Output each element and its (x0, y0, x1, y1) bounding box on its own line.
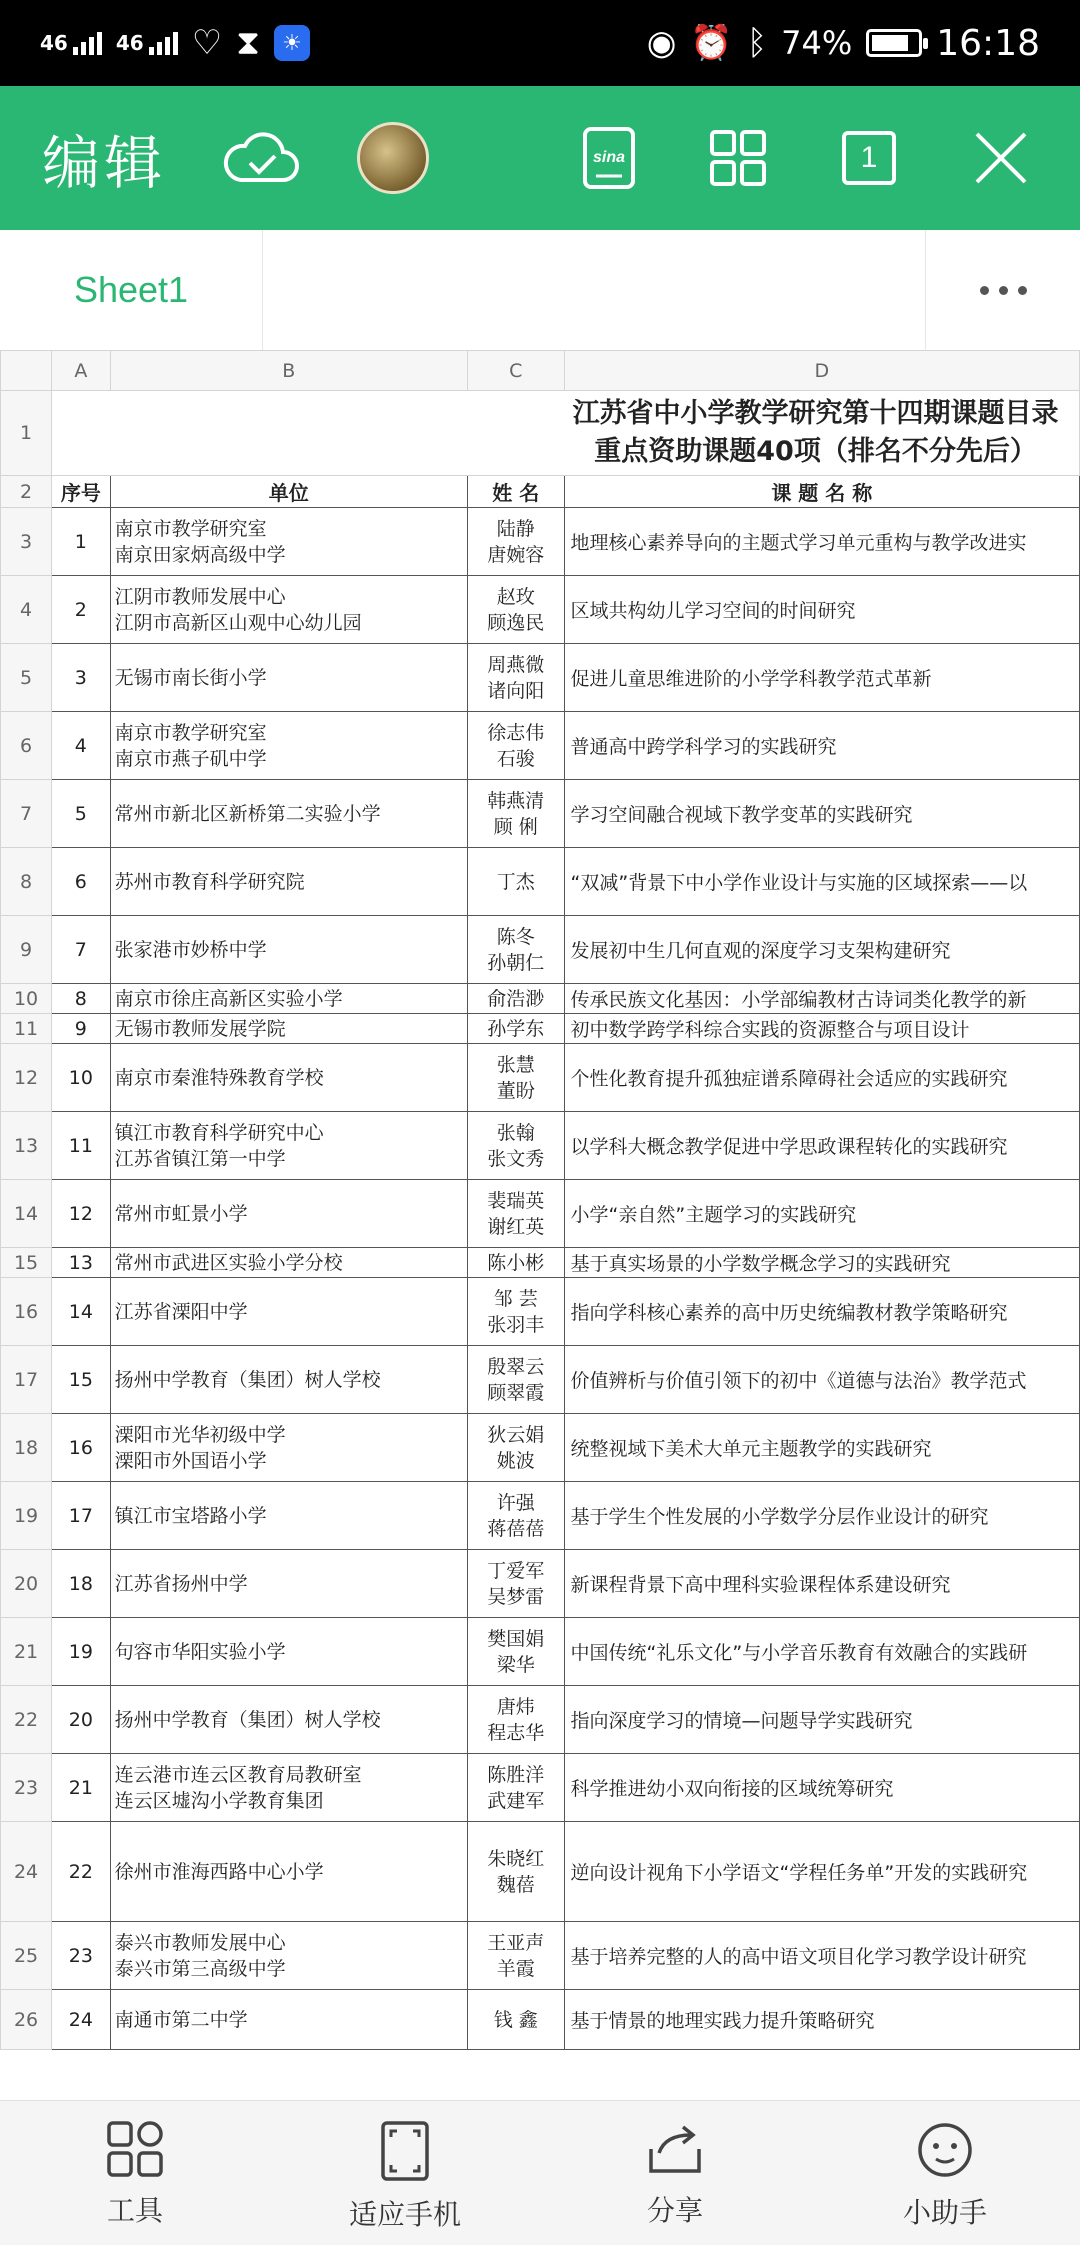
unit-line-1: 句容市华阳实验小学 (114, 1640, 286, 1663)
unit-line-1: 无锡市南长街小学 (114, 666, 267, 689)
unit-line-2: 泰兴市第三高级中学 (114, 1957, 286, 1980)
page-count-icon[interactable] (830, 119, 908, 197)
tab-sheet1[interactable]: Sheet1 (0, 230, 263, 350)
unit-line-1: 常州市新北区新桥第二实验小学 (114, 802, 381, 825)
table-row (1, 1550, 1080, 1618)
row-header[interactable]: 21 (1, 1618, 52, 1686)
table-row (1, 984, 1080, 1014)
more-options-icon[interactable] (925, 230, 1080, 350)
unit-line-1: 徐州市淮海西路中心小学 (114, 1860, 324, 1883)
close-icon[interactable] (962, 119, 1040, 197)
avatar[interactable] (357, 122, 429, 194)
column-header-a[interactable]: A (52, 351, 110, 391)
clock: 16:18 (936, 22, 1040, 64)
cell-unit[interactable] (110, 1278, 467, 1346)
name-line-1: 朱晓红 (487, 1847, 545, 1870)
table-row (1, 1278, 1080, 1346)
cell-topic[interactable]: 指向深度学习的情境—问题导学实践研究 (564, 1686, 1079, 1754)
assistant-icon (914, 2119, 976, 2181)
table-row (1, 1922, 1080, 1990)
cell-no[interactable]: 22 (52, 1822, 110, 1922)
row-header[interactable]: 25 (1, 1922, 52, 1990)
unit-line-2: 江阴市高新区山观中心幼儿园 (114, 611, 362, 634)
cell-unit[interactable] (110, 1248, 467, 1278)
sina-icon[interactable] (570, 119, 648, 197)
table-row (1, 1482, 1080, 1550)
name-line-1: 邹 芸 (493, 1287, 538, 1310)
name-line-2: 羊霞 (496, 1957, 535, 1980)
table-row (1, 916, 1080, 984)
table-row (1, 1112, 1080, 1180)
name-line-2: 张羽丰 (487, 1313, 545, 1336)
cell-name[interactable] (467, 1754, 564, 1822)
name-line-2: 张文秀 (487, 1147, 545, 1170)
cell-topic[interactable]: 学习空间融合视域下教学变革的实践研究 (564, 780, 1079, 848)
unit-line-1: 扬州中学教育（集团）树人学校 (114, 1368, 381, 1391)
name-line-1: 韩燕清 (487, 789, 545, 812)
spreadsheet-grid[interactable] (0, 350, 1080, 2100)
name-line-1: 陈小彬 (487, 1251, 545, 1274)
cell-unit[interactable] (110, 1346, 467, 1414)
name-line-1: 赵玫 (496, 585, 535, 608)
cell-name[interactable] (467, 1014, 564, 1044)
unit-line-1: 常州市虹景小学 (114, 1202, 248, 1225)
cell-topic[interactable]: “双减”背景下中小学作业设计与实施的区域探索——以 (564, 848, 1079, 916)
row-header[interactable]: 14 (1, 1180, 52, 1248)
bulb-icon: ☀ (274, 25, 310, 61)
fit-screen-icon (377, 2119, 433, 2183)
column-header-c[interactable]: C (467, 351, 564, 391)
cell-unit[interactable] (110, 508, 467, 576)
row-header[interactable]: 7 (1, 780, 52, 848)
cell-name[interactable] (467, 916, 564, 984)
table-row (1, 1754, 1080, 1822)
name-line-1: 殷翠云 (487, 1355, 545, 1378)
signal-1-label: 46 (40, 31, 68, 55)
cell-unit[interactable] (110, 1754, 467, 1822)
row-header[interactable]: 20 (1, 1550, 52, 1618)
name-line-2: 孙朝仁 (487, 951, 545, 974)
unit-line-2: 江苏省镇江第一中学 (114, 1147, 286, 1170)
cell-topic[interactable]: 个性化教育提升孤独症谱系障碍社会适应的实践研究 (564, 1044, 1079, 1112)
table-row (1, 644, 1080, 712)
top-toolbar (0, 86, 1080, 230)
sheet-tab-bar (0, 230, 1080, 351)
cell-no[interactable]: 19 (52, 1618, 110, 1686)
cell-no[interactable]: 2 (52, 576, 110, 644)
cell-unit[interactable] (110, 984, 467, 1014)
cell-no[interactable]: 12 (52, 1180, 110, 1248)
table-row (1, 1414, 1080, 1482)
row-header[interactable]: 18 (1, 1414, 52, 1482)
title-line-1: 江苏省中小学教学研究第十四期课题目录 (572, 398, 1059, 429)
name-line-1: 陈冬 (496, 925, 535, 948)
unit-line-2: 南京田家炳高级中学 (114, 543, 286, 566)
name-line-1: 裴瑞英 (487, 1189, 545, 1212)
cell-unit[interactable] (110, 916, 467, 984)
cell-topic[interactable]: 以学科大概念教学促进中学思政课程转化的实践研究 (564, 1112, 1079, 1180)
cloud-check-icon[interactable] (222, 119, 300, 197)
row-header[interactable]: 16 (1, 1278, 52, 1346)
cell-topic[interactable]: 价值辨析与价值引领下的初中《道德与法治》教学范式 (564, 1346, 1079, 1414)
table-row (1, 1044, 1080, 1112)
cell-name[interactable] (467, 1044, 564, 1112)
cell-topic[interactable]: 基于培养完整的人的高中语文项目化学习教学设计研究 (564, 1922, 1079, 1990)
name-line-2: 诸向阳 (487, 679, 545, 702)
name-line-1: 陆静 (496, 517, 535, 540)
name-line-1: 孙学东 (487, 1017, 545, 1040)
cell-name[interactable] (467, 1922, 564, 1990)
name-line-1: 丁杰 (496, 870, 535, 893)
cell-no[interactable]: 17 (52, 1482, 110, 1550)
row-header[interactable]: 15 (1, 1248, 52, 1278)
name-line-2: 谢红英 (487, 1215, 545, 1238)
status-bar (0, 0, 1080, 86)
unit-line-1: 无锡市教师发展学院 (114, 1017, 286, 1040)
cell-no[interactable]: 16 (52, 1414, 110, 1482)
bluetooth-icon: ᛒ (746, 23, 768, 63)
cell-no[interactable]: 14 (52, 1278, 110, 1346)
row-header[interactable]: 22 (1, 1686, 52, 1754)
signal-2-label: 46 (115, 31, 144, 55)
table-row (1, 1346, 1080, 1414)
row-header[interactable]: 8 (1, 848, 52, 916)
cell-unit[interactable] (110, 644, 467, 712)
cell-no[interactable]: 1 (52, 508, 110, 576)
name-line-1: 张翰 (496, 1121, 535, 1144)
column-header-d[interactable]: D (564, 351, 1079, 391)
cell-unit[interactable] (110, 1044, 467, 1112)
cell-unit[interactable] (110, 1414, 467, 1482)
name-line-2: 武建军 (487, 1789, 545, 1812)
cell-no[interactable]: 21 (52, 1754, 110, 1822)
cell-topic[interactable]: 初中数学跨学科综合实践的资源整合与项目设计 (564, 1014, 1079, 1044)
cell-no[interactable]: 23 (52, 1922, 110, 1990)
row-header[interactable]: 12 (1, 1044, 52, 1112)
name-line-2: 顾翠霞 (487, 1381, 545, 1404)
cell-no[interactable]: 7 (52, 916, 110, 984)
unit-line-1: 南京市教学研究室 (114, 721, 267, 744)
table-row (1, 576, 1080, 644)
cell-unit[interactable] (110, 1180, 467, 1248)
share-button[interactable] (575, 2101, 775, 2245)
cell-name[interactable] (467, 1112, 564, 1180)
name-line-1: 徐志伟 (487, 721, 545, 744)
cell-no[interactable]: 6 (52, 848, 110, 916)
cell-name[interactable] (467, 1346, 564, 1414)
cell-topic[interactable]: 基于学生个性发展的小学数学分层作业设计的研究 (564, 1482, 1079, 1550)
cell-topic[interactable]: 发展初中生几何直观的深度学习支架构建研究 (564, 916, 1079, 984)
unit-line-1: 南通市第二中学 (114, 2008, 248, 2031)
name-line-1: 周燕微 (487, 653, 545, 676)
tools-icon (105, 2119, 165, 2179)
header-no[interactable]: 序号 (52, 476, 110, 508)
unit-line-1: 江苏省溧阳中学 (114, 1300, 248, 1323)
row-header[interactable]: 26 (1, 1990, 52, 2050)
cell-topic[interactable]: 统整视域下美术大单元主题教学的实践研究 (564, 1414, 1079, 1482)
cell-no[interactable]: 11 (52, 1112, 110, 1180)
name-line-2: 程志华 (487, 1721, 545, 1744)
row-header[interactable]: 4 (1, 576, 52, 644)
cell-unit[interactable] (110, 712, 467, 780)
table-row (1, 1248, 1080, 1278)
row-header-1[interactable]: 1 (1, 391, 52, 476)
signal-icon-2 (116, 31, 178, 55)
cell-name[interactable] (467, 1248, 564, 1278)
table-row (1, 1618, 1080, 1686)
table-row (1, 1822, 1080, 1922)
title-cell[interactable] (52, 391, 1080, 476)
bottom-bar (0, 2100, 1080, 2245)
header-topic[interactable]: 课 题 名 称 (564, 476, 1079, 508)
cell-name[interactable] (467, 1550, 564, 1618)
unit-line-1: 镇江市宝塔路小学 (114, 1504, 267, 1527)
cell-topic[interactable]: 科学推进幼小双向衔接的区域统筹研究 (564, 1754, 1079, 1822)
name-line-1: 丁爱军 (487, 1559, 545, 1582)
table-row (1, 848, 1080, 916)
unit-line-1: 江苏省扬州中学 (114, 1572, 248, 1595)
cell-name[interactable] (467, 1482, 564, 1550)
name-line-2: 顾 俐 (493, 815, 538, 838)
table-row (1, 1990, 1080, 2050)
header-unit[interactable]: 单位 (110, 476, 467, 508)
svg-text:sina: sina (592, 149, 626, 166)
row-header[interactable]: 11 (1, 1014, 52, 1044)
cell-unit[interactable] (110, 1822, 467, 1922)
cell-topic[interactable]: 传承民族文化基因：小学部编教材古诗词类化教学的新 (564, 984, 1079, 1014)
cell-unit[interactable] (110, 1922, 467, 1990)
row-header[interactable]: 6 (1, 712, 52, 780)
name-line-1: 王亚声 (487, 1931, 545, 1954)
cell-no[interactable]: 8 (52, 984, 110, 1014)
name-line-1: 樊国娟 (487, 1627, 545, 1650)
unit-line-1: 泰兴市教师发展中心 (114, 1931, 286, 1954)
cell-topic[interactable]: 地理核心素养导向的主题式学习单元重构与教学改进实 (564, 508, 1079, 576)
table-row (1, 1014, 1080, 1044)
cell-unit[interactable] (110, 1990, 467, 2050)
name-line-2: 唐婉容 (487, 543, 545, 566)
cell-unit[interactable] (110, 1014, 467, 1044)
cell-unit[interactable] (110, 1686, 467, 1754)
cell-name[interactable] (467, 1618, 564, 1686)
row-header[interactable]: 3 (1, 508, 52, 576)
battery-icon (866, 29, 922, 57)
cell-name[interactable] (467, 644, 564, 712)
title-line-2: 重点资助课题40项（排名不分先后） (594, 436, 1037, 467)
unit-line-2: 南京市燕子矶中学 (114, 747, 267, 770)
edit-button[interactable]: 编辑 (42, 129, 167, 197)
cell-unit[interactable] (110, 576, 467, 644)
battery-percent: 74% (781, 24, 853, 62)
cell-no[interactable]: 18 (52, 1550, 110, 1618)
cell-topic[interactable]: 逆向设计视角下小学语文“学程任务单”开发的实践研究 (564, 1822, 1079, 1922)
row-header[interactable]: 10 (1, 984, 52, 1014)
cell-topic[interactable]: 基于情景的地理实践力提升策略研究 (564, 1990, 1079, 2050)
cell-topic[interactable]: 新课程背景下高中理科实验课程体系建设研究 (564, 1550, 1079, 1618)
column-header-b[interactable]: B (110, 351, 467, 391)
row-header[interactable]: 13 (1, 1112, 52, 1180)
assistant-label: 小助手 (902, 2196, 987, 2229)
cell-topic[interactable]: 区域共构幼儿学习空间的时间研究 (564, 576, 1079, 644)
name-line-1: 许强 (496, 1491, 535, 1514)
cell-no[interactable]: 9 (52, 1014, 110, 1044)
cell-name[interactable] (467, 508, 564, 576)
cell-name[interactable] (467, 1990, 564, 2050)
cell-no[interactable]: 13 (52, 1248, 110, 1278)
name-line-2: 石骏 (496, 747, 535, 770)
unit-line-1: 江阴市教师发展中心 (114, 585, 286, 608)
table-row (1, 712, 1080, 780)
cell-topic[interactable]: 指向学科核心素养的高中历史统编教材教学策略研究 (564, 1278, 1079, 1346)
fit-phone-button[interactable] (305, 2101, 505, 2245)
tools-button[interactable] (35, 2101, 235, 2245)
name-line-2: 姚波 (496, 1449, 535, 1472)
cell-name[interactable] (467, 780, 564, 848)
cell-name[interactable] (467, 848, 564, 916)
cell-no[interactable]: 3 (52, 644, 110, 712)
name-line-2: 顾逸民 (487, 611, 545, 634)
name-line-1: 钱 鑫 (493, 2008, 538, 2031)
header-name[interactable]: 姓 名 (467, 476, 564, 508)
cell-no[interactable]: 20 (52, 1686, 110, 1754)
name-line-1: 张慧 (496, 1053, 535, 1076)
table-row (1, 508, 1080, 576)
cell-name[interactable] (467, 1414, 564, 1482)
assistant-button[interactable] (845, 2101, 1045, 2245)
row-header[interactable]: 17 (1, 1346, 52, 1414)
cell-unit[interactable] (110, 848, 467, 916)
unit-line-2: 连云区墟沟小学教育集团 (114, 1789, 324, 1812)
table-row (1, 1686, 1080, 1754)
corner-cell[interactable] (1, 351, 52, 391)
alarm-icon: ⏰ (690, 23, 733, 63)
eye-icon: ◉ (646, 23, 677, 63)
name-line-2: 董盼 (496, 1079, 535, 1102)
unit-line-1: 扬州中学教育（集团）树人学校 (114, 1708, 381, 1731)
row-header-2[interactable]: 2 (1, 476, 52, 508)
row-header[interactable]: 9 (1, 916, 52, 984)
unit-line-1: 张家港市妙桥中学 (114, 938, 267, 961)
share-label: 分享 (646, 2194, 703, 2227)
unit-line-1: 苏州市教育科学研究院 (114, 870, 305, 893)
unit-line-1: 镇江市教育科学研究中心 (114, 1121, 324, 1144)
table-row (1, 1180, 1080, 1248)
name-line-2: 梁华 (496, 1653, 535, 1676)
row-header[interactable]: 5 (1, 644, 52, 712)
cell-topic[interactable]: 普通高中跨学科学习的实践研究 (564, 712, 1079, 780)
cell-topic[interactable]: 中国传统“礼乐文化”与小学音乐教育有效融合的实践研 (564, 1618, 1079, 1686)
cell-no[interactable]: 10 (52, 1044, 110, 1112)
name-line-1: 狄云娟 (487, 1423, 545, 1446)
cell-name[interactable] (467, 1686, 564, 1754)
hourglass-icon: ⧗ (236, 23, 261, 63)
cell-topic[interactable]: 小学“亲自然”主题学习的实践研究 (564, 1180, 1079, 1248)
name-line-1: 唐炜 (496, 1695, 535, 1718)
name-line-1: 俞浩渺 (487, 987, 545, 1010)
unit-line-1: 连云港市连云区教育局教研室 (114, 1763, 362, 1786)
cell-name[interactable] (467, 576, 564, 644)
cell-unit[interactable] (110, 1618, 467, 1686)
cell-unit[interactable] (110, 1112, 467, 1180)
unit-line-1: 南京市教学研究室 (114, 517, 267, 540)
row-header[interactable]: 23 (1, 1754, 52, 1822)
heart-pulse-icon: ♡ (191, 23, 223, 63)
name-line-1: 陈胜洋 (487, 1763, 545, 1786)
cell-name[interactable] (467, 712, 564, 780)
cell-topic[interactable]: 促进儿童思维进阶的小学学科教学范式革新 (564, 644, 1079, 712)
cell-unit[interactable] (110, 780, 467, 848)
cell-name[interactable] (467, 984, 564, 1014)
unit-line-1: 南京市秦淮特殊教育学校 (114, 1066, 324, 1089)
cell-name[interactable] (467, 1822, 564, 1922)
name-line-2: 吴梦雷 (487, 1585, 545, 1608)
fit-phone-label: 适应手机 (348, 2198, 461, 2231)
cell-topic[interactable]: 基于真实场景的小学数学概念学习的实践研究 (564, 1248, 1079, 1278)
unit-line-2: 溧阳市外国语小学 (114, 1449, 267, 1472)
name-line-2: 魏蓓 (496, 1873, 535, 1896)
tools-label: 工具 (106, 2194, 163, 2227)
cell-name[interactable] (467, 1278, 564, 1346)
share-icon (643, 2119, 707, 2179)
grid-icon[interactable] (699, 119, 777, 197)
cell-unit[interactable] (110, 1550, 467, 1618)
cell-no[interactable]: 4 (52, 712, 110, 780)
cell-unit[interactable] (110, 1482, 467, 1550)
unit-line-1: 常州市武进区实验小学分校 (114, 1251, 343, 1274)
unit-line-1: 溧阳市光华初级中学 (114, 1423, 286, 1446)
signal-icon (40, 31, 102, 55)
row-header[interactable]: 24 (1, 1822, 52, 1922)
cell-no[interactable]: 24 (52, 1990, 110, 2050)
page-count-label: 1 (860, 141, 878, 174)
cell-no[interactable]: 15 (52, 1346, 110, 1414)
table-row (1, 780, 1080, 848)
cell-name[interactable] (467, 1180, 564, 1248)
name-line-2: 蒋蓓蓓 (487, 1517, 545, 1540)
cell-no[interactable]: 5 (52, 780, 110, 848)
unit-line-1: 南京市徐庄高新区实验小学 (114, 987, 343, 1010)
row-header[interactable]: 19 (1, 1482, 52, 1550)
